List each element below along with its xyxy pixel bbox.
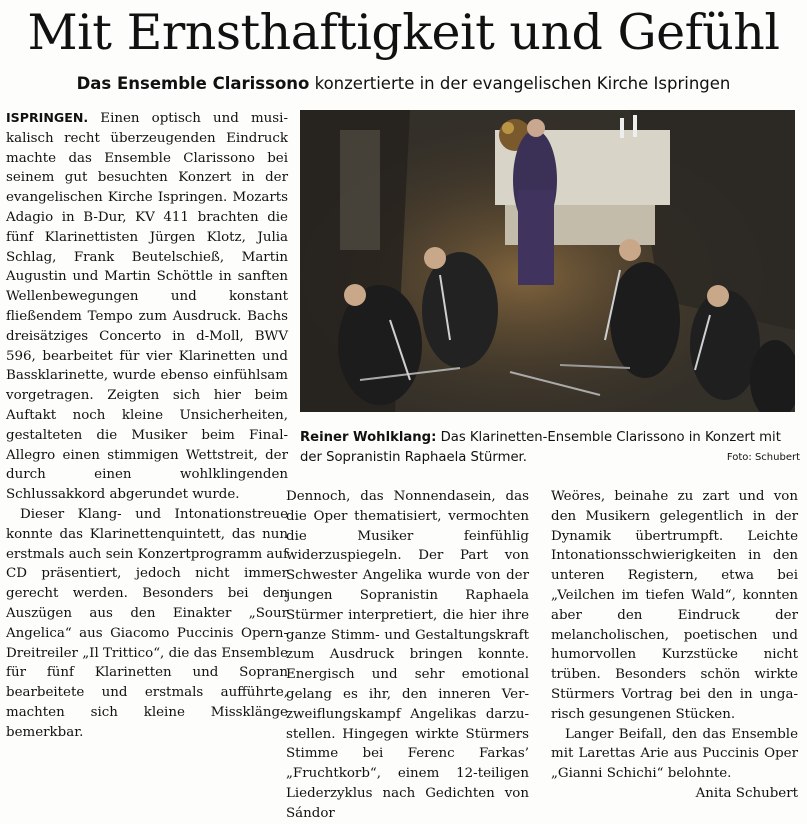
paragraph-1 xyxy=(6,108,288,505)
article-column-1 xyxy=(6,108,288,743)
subhead-ensemble-name: Das Ensemble Clarissono xyxy=(76,74,310,93)
photo-credit: Foto: Schubert xyxy=(726,452,800,463)
concert-photo-illustration xyxy=(300,110,795,412)
concert-photo xyxy=(300,110,795,412)
subheadline xyxy=(0,72,807,96)
article-column-3 xyxy=(551,487,798,804)
dateline: ISPRINGEN. xyxy=(6,110,89,125)
paragraph-2: Dieser Klang- und Intonationstreue konnte das Klarinettenquintett, das nun erstmals auch sein Konzertprogramm auf CD präsentiert, jedoch nicht immer gerecht werden. Besonders bei den Auszügen aus den Einakter „Sour Angelica“ aus Giacomo Puccinis Opern-Dreitreiler „Il Trittico“, die das Ensemble für fünf Klarinetten und Sopran bearbeitete und erstmals aufführte, machten sich kleine Missklänge bemerkbar. xyxy=(6,506,288,740)
paragraph-4: Weöres, beinahe zu zart und von den Musikern gelegentlich in der Dynamik übertrumpft. Leichte Intonationsschwierigkeiten in den unteren Registern, etwa bei „Veilchen im tiefen Wald“, konnten aber den Eindruck der melancholischen, poetischen und humorvollen Kurzstücke nicht trüben. Besonders schön wirkte Stürmers Vortrag bei den in ungarisch gesungenen Stücken. xyxy=(551,489,798,722)
headline: Mit Ernsthaftigkeit und Gefühl xyxy=(27,4,780,61)
subhead-text: konzertierte in der evangelischen Kirche Ispringen xyxy=(309,74,731,93)
photo-caption xyxy=(300,428,800,468)
paragraph-1-text: Einen optisch und musikalisch recht überzeugenden Eindruck machte das Ensemble Clarissono bei seinem gut besuchten Konzert in der evangelischen Kirche Ispringen. Mozarts Adagio in B-Dur, KV 411 brachten die fünf Klarinettisten Jürgen Klotz, Julia Schlag, Frank Beutelschieß, Martin Augustin und Martin Schöttle in sanften Wellenbewegungen und konstant fließendem Tempo zum Ausdruck. Bachs dreisätziges Concerto in d-Moll, BWV 596, bearbeitet für vier Klarinetten und Bassklarinette, wurde ebenso einfühlsam vorgetragen. Zeigten sich hier beim Auftakt noch kleine Unsicherheiten, gestalteten die Musiker beim Final-Allegro einen stimmigen Wettstreit, der durch einen wohlklingenden Schlussakkord abgerundet wurde. xyxy=(6,111,288,503)
paragraph-5: Langer Beifall, den das Ensemble mit Larettas Arie aus Puccinis Oper „Gianni Schichi“ belohnte. xyxy=(551,726,798,782)
article-column-2 xyxy=(286,487,529,824)
author-signature: Anita Schubert xyxy=(695,785,798,801)
caption-text: Das Klarinetten-Ensemble Clarissono in Konzert mit der Sopranistin Raphaela Stürmer. xyxy=(300,430,781,465)
paragraph-3: Dennoch, das Nonnendasein, das die Oper thematisiert, vermochten die Musiker feinfühlig widerzuspiegeln. Der Part von Schwester Angelika wurde von der jungen Sopranistin Raphaela Stürmer interpretiert, die hier ihre ganze Stimm- und Gestaltungskraft zum Ausdruck bringen konnte. Energisch und sehr emotional gelang es ihr, den inneren Verzweiflungskampf Angelikas darzustellen. Hingegen wirkte Stürmers Stimme bei Ferenc Farkas’ „Fruchtkorb“, einem 12-teiligen Liederzyklus nach Gedichten von Sándor xyxy=(286,489,529,821)
caption-lead: Reiner Wohlklang: xyxy=(300,430,437,445)
